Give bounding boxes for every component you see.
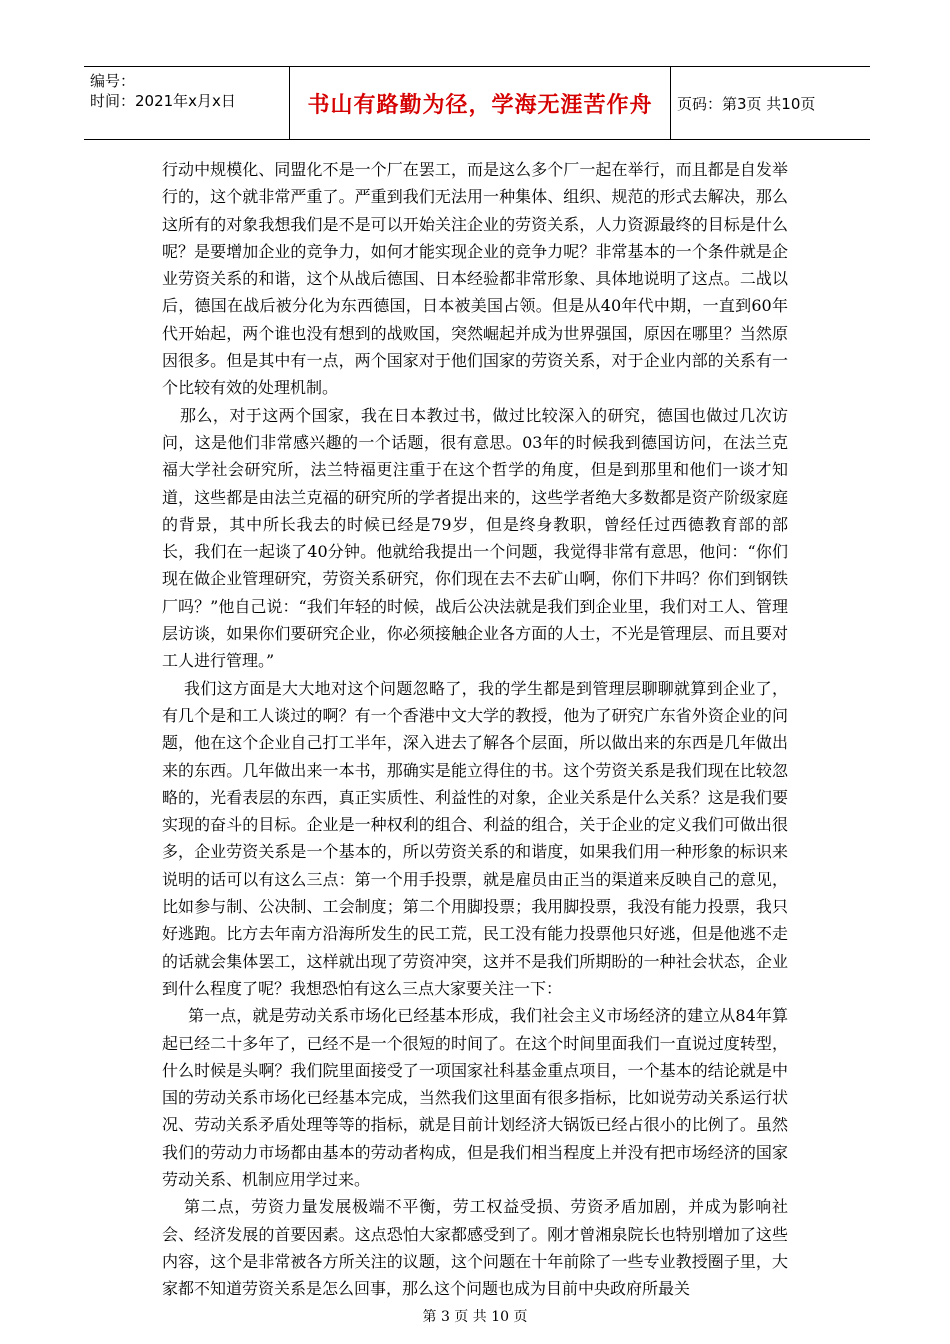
page-header xyxy=(84,66,870,140)
paragraph-2: 那么，对于这两个国家，我在日本教过书，做过比较深入的研究，德国也做过几次访问，这是他们非常感兴趣的一个话题，很有意思。03年的时候我到德国访问，在法兰克福大学社会研究所，法兰特福更注重于在这个哲学的角度，但是到那里和他们一谈才知道，这些都是由法兰克福的研究所的学者提出来的，这些学者绝大多数都是资产阶级家庭的背景，其中所长我去的时候已经是79岁，但是终身教职，曾经任过西德教育部的部长，我们在一起谈了40分钟。他就给我提出一个问题，我觉得非常有意思，他问：“你们现在做企业管理研究，劳资关系研究，你们现在去不去矿山啊，你们下井吗？你们到钢铁厂吗？”他自己说：“我们年轻的时候，战后公决法就是我们到企业里，我们对工人、管理层访谈，如果你们要研究企业，你必须接触企业各方面的人士，不光是管理层、而且要对工人进行管理。” xyxy=(162,405,788,671)
header-left-cell xyxy=(84,67,289,139)
paragraph-3: 我们这方面是大大地对这个问题忽略了，我的学生都是到管理层聊聊就算到企业了，有几个是和工人谈过的啊？有一个香港中文大学的教授，他为了研究广东省外资企业的问题，他在这个企业自己打工半年，深入进去了解各个层面，所以做出来的东西是几年做出来的东西。几年做出来一本书，那确实是能立得住的书。这个劳资关系是我们现在比较忽略的，光看表层的东西，真正实质性、利益性的对象，企业关系是什么关系？这是我们要实现的奋斗的目标。企业是一种权利的组合、利益的组合，关于企业的定义我们可做出很多，企业劳资关系是一个基本的，所以劳资关系的和谐度，如果我们用一种形象的标识来说明的话可以有这么三点：第一个用手投票，就是雇员由正当的渠道来反映自己的意见，比如参与制、公决制、工会制度；第二个用脚投票；我用脚投票，我没有能力投票，我只好逃跑。比方去年南方沿海所发生的民工荒，民工没有能力投票他只好逃，但是他逃不走的话就会集体罢工，这样就出现了劳资冲突，这并不是我们所期盼的一种社会状态，企业到什么程度了呢？我想恐怕有这么三点大家要关注一下： xyxy=(162,678,788,998)
paragraph-1: 行动中规模化、同盟化不是一个厂在罢工，而是这么多个厂一起在举行，而且都是自发举行的，这个就非常严重了。严重到我们无法用一种集体、组织、规范的形式去解决，那么这所有的对象我想我们是不是可以开始关注企业的劳资关系，人力资源最终的目标是什么呢？是要增加企业的竞争力，如何才能实现企业的竞争力呢？非常基本的一个条件就是企业劳资关系的和谐，这个从战后德国、日本经验都非常形象、具体地说明了这点。二战以后，德国在战后被分化为东西德国，日本被美国占领。但是从40年代中期，一直到60年代开始起，两个谁也没有想到的战败国，突然崛起并成为世界强国，原因在哪里？当然原因很多。但是其中有一点，两个国家对于他们国家的劳资关系，对于企业内部的关系有一个比较有效的处理机制。 xyxy=(162,160,788,398)
header-page-info: 页码：第3页 共10页 xyxy=(677,94,816,113)
paragraph-4: 第一点，就是劳动关系市场化已经基本形成，我们社会主义市场经济的建立从84年算起已经二十多年了，已经不是一个很短的时间了。在这个时间里面我们一直说过度转型，什么时候是头啊？我们院里面接受了一项国家社科基金重点项目，一个基本的结论就是中国的劳动关系市场化已经基本完成，当然我们这里面有很多指标，比如说劳动关系运行状况、劳动关系矛盾处理等等的指标，就是目前计划经济大锅饭已经占很小的比例了。虽然我们的劳动力市场都由基本的劳动者构成，但是我们相当程度上并没有把市场经济的国家劳动关系、机制应用学过来。 xyxy=(162,1006,788,1189)
document-body xyxy=(162,156,788,1302)
paragraph-5: 第二点，劳资力量发展极端不平衡，劳工权益受损、劳资矛盾加剧，并成为影响社会、经济发展的首要因素。这点恐怕大家都感受到了。刚才曾湘泉院长也特别增加了这些内容，这个是非常被各方所关注的议题，这个问题在十年前除了一些专业教授圈子里，大家都不知道劳资关系是怎么回事，那么这个问题也成为目前中央政府所最关 xyxy=(162,1197,788,1299)
page-footer: 第 3 页 共 10 页 xyxy=(422,1309,528,1325)
header-motto: 书山有路勤为径，学海无涯苦作舟 xyxy=(289,67,671,139)
time-label: 时间：2021年x月x日 xyxy=(90,92,236,110)
number-label: 编号： xyxy=(90,72,136,90)
